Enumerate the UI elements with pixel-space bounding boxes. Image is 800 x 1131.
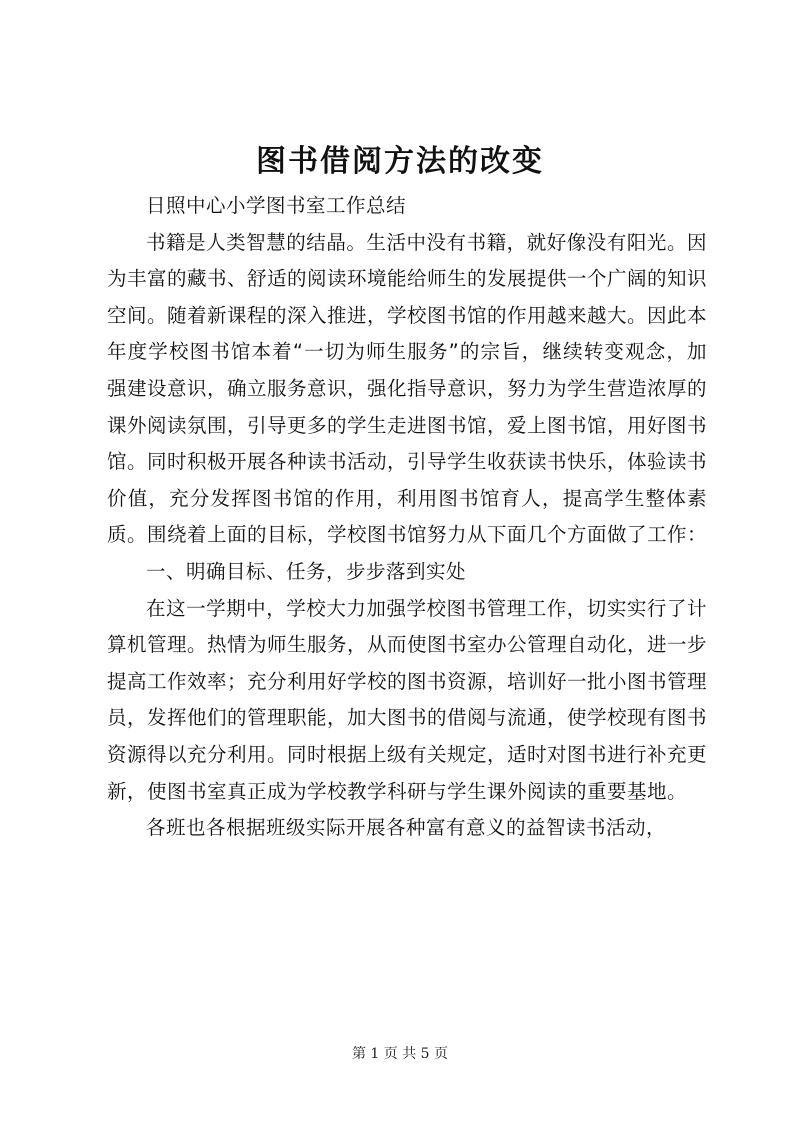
document-body (107, 188, 707, 847)
document-title: 图书借阅方法的改变 (256, 144, 544, 179)
paragraph-management: 在这一学期中，学校大力加强学校图书管理工作，切实实行了计算机管理。热情为师生服务，从而使图书室办公管理自动化，进一步提高工作效率；充分利用好学校的图书资源，培训好一批小图书管理员，发挥他们的管理职能，加大图书的借阅与流通，使学校现有图书资源得以充分利用。同时根据上级有关规定，适时对图书进行补充更新，使图书室真正成为学校教学科研与学生课外阅读的重要基地。 (107, 596, 708, 803)
page-footer: 第 1 页 共 5 页 (351, 1046, 449, 1062)
paragraph-intro: 书籍是人类智慧的结晶。生活中没有书籍，就好像没有阳光。因为丰富的藏书、舒适的阅读环境能给师生的发展提供一个广阔的知识空间。随着新课程的深入推进，学校图书馆的作用越来越大。因此本年度学校图书馆本着“一切为师生服务”的宗旨，继续转变观念，加强建设意识，确立服务意识，强化指导意识，努力为学生营造浓厚的课外阅读氛围，引导更多的学生走进图书馆，爱上图书馆，用好图书馆。同时积极开展各种读书活动，引导学生收获读书快乐，体验读书价值，充分发挥图书馆的作用，利用图书馆育人，提高学生整体素质。围绕着上面的目标，学校图书馆努力从下面几个方面做了工作： (107, 230, 708, 547)
section-heading: 一、明确目标、任务，步步落到实处 (146, 559, 467, 583)
paragraph-subtitle: 日照中心小学图书室工作总结 (146, 194, 407, 217)
paragraph-activities: 各班也各根据班级实际开展各种富有意义的益智读书活动， (146, 816, 667, 840)
